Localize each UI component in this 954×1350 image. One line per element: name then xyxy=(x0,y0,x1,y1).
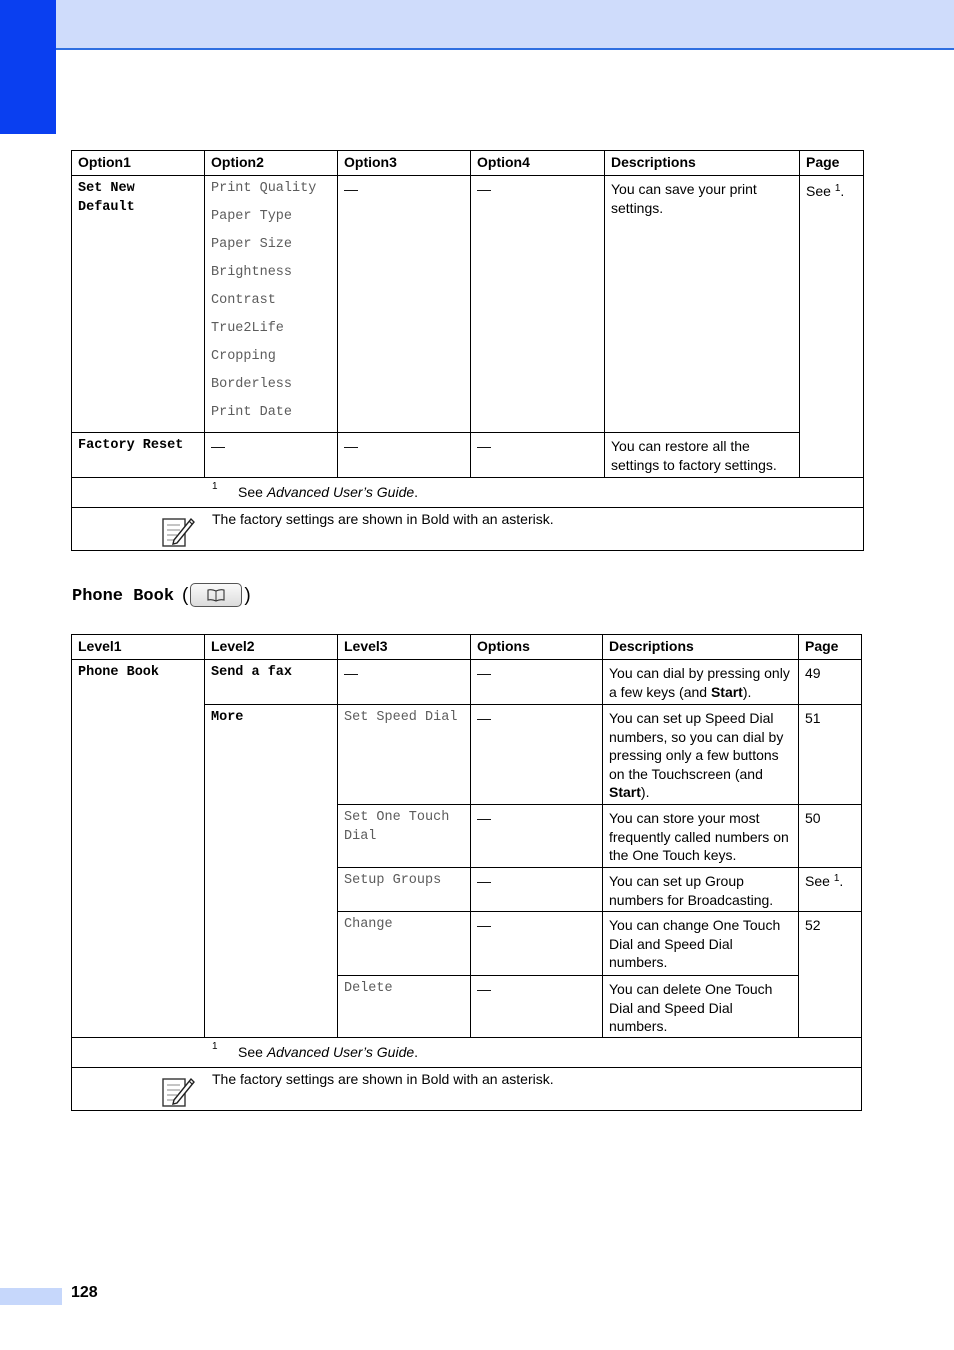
footnote-row xyxy=(72,1038,862,1068)
description-cell: You can store your most frequently called numbers on the One Touch keys. xyxy=(609,810,789,863)
options-cell: — xyxy=(477,810,491,826)
close-paren: ) xyxy=(244,585,251,606)
description-bold: Start xyxy=(609,784,641,800)
footnote-guide-title: Advanced User’s Guide xyxy=(266,484,415,500)
table-header-row xyxy=(72,151,864,176)
footnote xyxy=(72,478,863,500)
page-cell: 51 xyxy=(805,710,821,726)
list-item: Brightness xyxy=(211,265,293,280)
list-item: Print Date xyxy=(211,405,293,420)
column-header: Option3 xyxy=(338,151,471,176)
options-cell: — xyxy=(477,917,491,933)
column-header: Level2 xyxy=(205,635,338,660)
description-cell: You can set up Group numbers for Broadcasting. xyxy=(609,873,774,908)
section-title-text: Phone Book xyxy=(72,586,175,606)
page-cell: 52 xyxy=(805,917,821,933)
page-cell: 50 xyxy=(805,810,821,826)
option2-list xyxy=(205,176,337,432)
footnote-ref: 1 xyxy=(834,183,841,194)
footnote-suffix: . xyxy=(414,484,419,500)
settings-table xyxy=(71,150,864,551)
phone-book-table xyxy=(71,634,862,1111)
description-cell: You can change One Touch Dial and Speed Dial numbers. xyxy=(609,917,781,970)
level2-cell: Send a fax xyxy=(211,665,293,680)
options-cell: — xyxy=(477,710,491,726)
column-header: Descriptions xyxy=(605,151,800,176)
note-text: The factory settings are shown in Bold with an asterisk. xyxy=(212,511,554,527)
page-cell xyxy=(799,868,861,891)
level3-cell: Setup Groups xyxy=(344,873,442,888)
open-paren: ( xyxy=(182,585,189,606)
option3-cell: — xyxy=(344,181,358,197)
phone-book-icon xyxy=(190,583,242,607)
list-item: Cropping xyxy=(211,349,276,364)
chapter-tab xyxy=(0,0,56,134)
level3-cell: Change xyxy=(344,917,393,932)
options-cell: — xyxy=(477,981,491,997)
description-cell xyxy=(603,705,798,802)
list-item: Borderless xyxy=(211,377,293,392)
description-cell: You can save your print settings. xyxy=(611,181,757,216)
description-text: You can dial by pressing only a few keys (and xyxy=(609,665,790,700)
description-cell: You can restore all the settings to factory settings. xyxy=(611,438,777,473)
footnote-marker: 1 xyxy=(212,481,218,492)
note xyxy=(72,1068,861,1110)
column-header: Descriptions xyxy=(603,635,799,660)
footnote-prefix: See xyxy=(238,484,267,500)
table-row xyxy=(72,660,862,705)
level3-cell: Set One Touch Dial xyxy=(344,810,450,844)
option3-cell: — xyxy=(344,438,358,454)
column-header: Option4 xyxy=(471,151,605,176)
note-row xyxy=(72,508,864,551)
page-prefix: See xyxy=(806,183,835,199)
column-header: Options xyxy=(471,635,603,660)
page-number: 128 xyxy=(71,1284,98,1301)
footnote-prefix: See xyxy=(238,1044,267,1060)
option4-cell: — xyxy=(477,181,491,197)
note-text: The factory settings are shown in Bold with an asterisk. xyxy=(212,1071,554,1087)
page-number-band xyxy=(0,1288,62,1305)
description-cell xyxy=(603,660,798,701)
description-text: You can set up Speed Dial numbers, so you can dial by pressing only a few buttons on the Touchscreen (and xyxy=(609,710,784,782)
column-header: Option2 xyxy=(205,151,338,176)
column-header: Level1 xyxy=(72,635,205,660)
note xyxy=(72,508,863,550)
option1-cell: Factory Reset xyxy=(78,438,184,453)
table-row xyxy=(72,433,864,478)
footnote-suffix: . xyxy=(414,1044,419,1060)
list-item: Paper Type xyxy=(211,209,293,224)
description-cell: You can delete One Touch Dial and Speed Dial numbers. xyxy=(609,981,773,1034)
footnote xyxy=(72,1038,861,1060)
column-header: Level3 xyxy=(338,635,471,660)
level2-cell: More xyxy=(211,710,244,725)
list-item: Paper Size xyxy=(211,237,293,252)
footnote-marker: 1 xyxy=(212,1041,218,1052)
description-text-end: ). xyxy=(640,784,650,800)
footnote-guide-title: Advanced User’s Guide xyxy=(266,1044,415,1060)
list-item: Print Quality xyxy=(211,181,317,196)
footnote-row xyxy=(72,478,864,508)
note-pencil-icon xyxy=(160,514,196,548)
level1-cell: Phone Book xyxy=(78,665,160,680)
page-cell xyxy=(800,176,863,201)
section-title xyxy=(72,584,251,608)
option1-cell: Set New Default xyxy=(78,181,135,215)
level3-cell: — xyxy=(344,665,358,681)
page-cell: 49 xyxy=(805,665,821,681)
description-bold: Start xyxy=(710,683,743,700)
page-prefix: See xyxy=(805,873,834,889)
table-row xyxy=(72,176,864,433)
page-suffix: . xyxy=(839,873,844,889)
list-item: True2Life xyxy=(211,321,284,336)
option4-cell: — xyxy=(477,438,491,454)
level3-cell: Set Speed Dial xyxy=(344,710,458,725)
list-item: Contrast xyxy=(211,293,276,308)
column-header: Page xyxy=(800,151,864,176)
level3-cell: Delete xyxy=(344,981,393,996)
note-row xyxy=(72,1068,862,1111)
column-header: Page xyxy=(799,635,862,660)
column-header: Option1 xyxy=(72,151,205,176)
note-pencil-icon xyxy=(160,1074,196,1108)
description-text-end: ). xyxy=(742,683,752,700)
footnote-ref: 1 xyxy=(833,873,840,884)
options-cell: — xyxy=(477,873,491,889)
options-cell: — xyxy=(477,665,491,681)
page-suffix: . xyxy=(840,183,845,199)
header-band xyxy=(56,0,954,50)
table-header-row xyxy=(72,635,862,660)
option2-cell: — xyxy=(211,438,225,454)
